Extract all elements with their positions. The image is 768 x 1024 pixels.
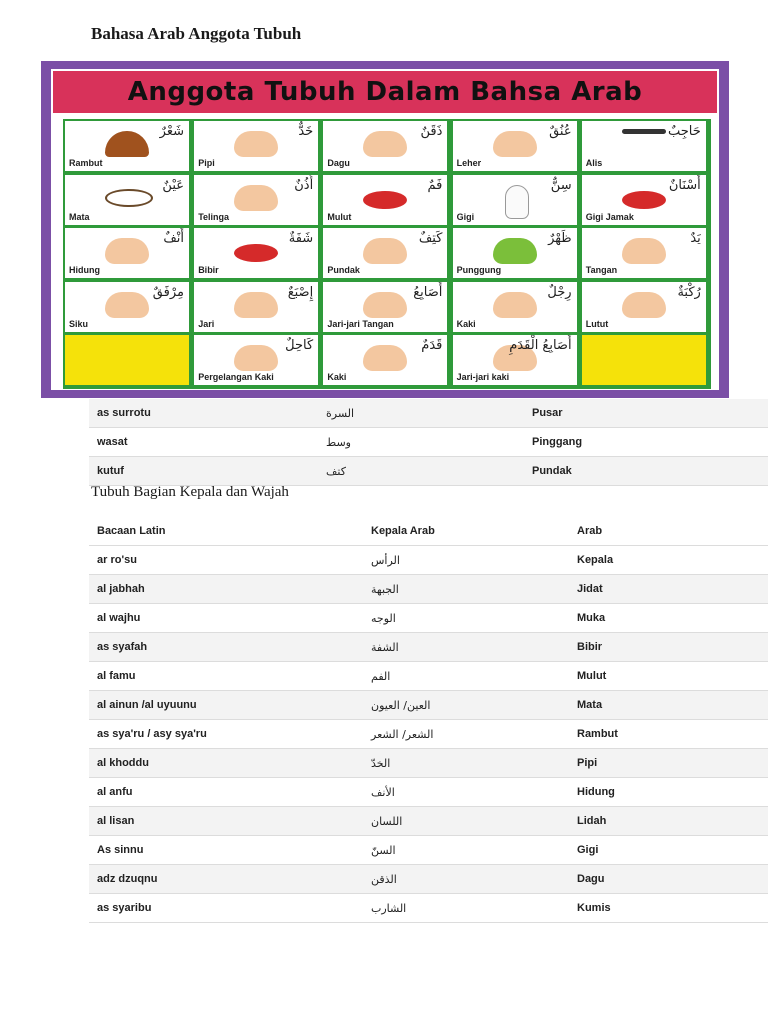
poster-cell [323, 121, 447, 171]
poster-cell [194, 282, 318, 332]
cell-arabic: أَصَابِعُ الْقَدَمِ [509, 338, 572, 354]
cell-latin: as sya'ru / asy sya'ru [89, 720, 363, 749]
cell-latin: Bibir [198, 265, 219, 276]
table-row [89, 575, 768, 604]
cell-arabic: إِصْبَعٌ [287, 284, 314, 300]
cell-arabic: رُكْبَةٌ [677, 284, 701, 300]
table-row [89, 399, 768, 428]
body-part-illustration [493, 131, 537, 157]
cell-arabic: قَدَمٌ [421, 338, 443, 354]
cell-arabic: عُنُقٌ [549, 124, 572, 139]
cell-arab: السنّ [363, 836, 569, 865]
poster-cell [65, 335, 189, 385]
cell-latin: al jabhah [89, 575, 363, 604]
body-part-illustration [363, 345, 407, 371]
cell-indo: Pundak [524, 457, 768, 486]
table-row [89, 546, 768, 575]
cell-latin: Alis [585, 158, 603, 168]
cell-latin: Mulut [327, 211, 352, 222]
poster-cell [65, 282, 189, 332]
cell-arabic: أَسْنَانٌ [668, 177, 701, 193]
poster-cell [194, 175, 318, 225]
table-row [89, 428, 768, 457]
poster-cell [194, 228, 318, 278]
body-part-illustration [363, 238, 407, 264]
cell-arab: كتف [318, 457, 524, 486]
cell-arab: الشارب [363, 894, 569, 923]
body-part-illustration [622, 292, 666, 318]
cell-arabic: خَدٌّ [298, 124, 314, 139]
table-row [89, 457, 768, 486]
cell-latin: as syaribu [89, 894, 363, 923]
cell-indo: Rambut [569, 720, 768, 749]
poster-grid [63, 119, 711, 389]
poster-cell [65, 121, 189, 171]
cell-latin: Rambut [69, 158, 103, 168]
poster-cell [453, 282, 577, 332]
cell-latin: Telinga [198, 211, 230, 222]
cell-latin: Siku [69, 318, 89, 329]
body-parts-table [89, 399, 768, 486]
body-part-illustration [622, 129, 666, 134]
cell-indo: Jidat [569, 575, 768, 604]
cell-indo: Kepala [569, 546, 768, 575]
cell-indo: Pinggang [524, 428, 768, 457]
cell-arabic: كَاحِلٌ [285, 338, 314, 354]
cell-indo: Kumis [569, 894, 768, 923]
cell-latin: Jari [198, 318, 215, 329]
cell-latin: wasat [89, 428, 318, 457]
cell-arabic: فَمٌ [427, 177, 443, 193]
cell-latin: ar ro'su [89, 546, 363, 575]
cell-latin: Kaki [327, 372, 347, 383]
cell-arabic: ظَهْرٌ [548, 231, 572, 247]
body-part-illustration [363, 131, 407, 157]
cell-latin: Hidung [69, 265, 100, 276]
poster-cell [453, 175, 577, 225]
cell-arab: الذقن [363, 865, 569, 894]
cell-latin: Gigi Jamak [585, 211, 634, 222]
body-part-illustration [234, 185, 278, 211]
cell-arab: اللسان [363, 807, 569, 836]
cell-arabic: حَاجِبٌ [667, 124, 701, 139]
cell-latin: Mata [69, 211, 90, 222]
cell-indo: Pusar [524, 399, 768, 428]
cell-indo: Muka [569, 604, 768, 633]
cell-arab: وسط [318, 428, 524, 457]
cell-latin: Lutut [585, 318, 609, 329]
cell-latin: as syafah [89, 633, 363, 662]
poster-inner [51, 69, 719, 390]
poster-cell [194, 121, 318, 171]
cell-latin: as surrotu [89, 399, 318, 428]
cell-latin: kutuf [89, 457, 318, 486]
poster-cell [323, 175, 447, 225]
cell-indo: Mata [569, 691, 768, 720]
cell-indo: Pipi [569, 749, 768, 778]
poster-cell [582, 282, 706, 332]
body-part-illustration [234, 131, 278, 157]
cell-arab: العين/ العيون [363, 691, 569, 720]
body-part-illustration [105, 292, 149, 318]
poster-cell [582, 228, 706, 278]
cell-latin: Jari-jari kaki [456, 372, 510, 383]
poster-cell [323, 228, 447, 278]
body-part-illustration [105, 238, 149, 264]
cell-indo: Hidung [569, 778, 768, 807]
body-part-illustration [493, 292, 537, 318]
cell-arabic: أَصَابِعُ [413, 284, 443, 300]
body-part-illustration [363, 191, 407, 209]
poster-cell [582, 335, 706, 385]
table-row [89, 894, 768, 923]
cell-arabic: شَفَةٌ [288, 231, 314, 247]
cell-arabic: سِنٌّ [550, 177, 572, 193]
table-row [89, 720, 768, 749]
cell-arab: الفم [363, 662, 569, 691]
header-indo: Arab [569, 517, 768, 546]
cell-indo: Lidah [569, 807, 768, 836]
cell-arabic: أَنْفٌ [163, 231, 184, 247]
poster-cell [453, 228, 577, 278]
body-part-illustration [622, 238, 666, 264]
body-part-illustration [234, 244, 278, 262]
poster-cell [582, 121, 706, 171]
poster-image [41, 61, 729, 398]
cell-latin: Pundak [327, 265, 360, 276]
body-part-illustration [363, 292, 407, 318]
cell-arab: الوجه [363, 604, 569, 633]
cell-indo: Gigi [569, 836, 768, 865]
table-row [89, 865, 768, 894]
table-row [89, 662, 768, 691]
table-row [89, 836, 768, 865]
page-heading: Bahasa Arab Anggota Tubuh [91, 24, 302, 43]
poster-cell [323, 335, 447, 385]
cell-latin: al anfu [89, 778, 363, 807]
section-heading: Tubuh Bagian Kepala dan Wajah [91, 484, 289, 500]
cell-arabic: عَيْنٌ [162, 177, 184, 193]
body-part-illustration [105, 189, 153, 207]
header-latin: Bacaan Latin [89, 517, 363, 546]
table-row [89, 691, 768, 720]
body-part-illustration [234, 292, 278, 318]
cell-arab: السرة [318, 399, 524, 428]
poster-cell [453, 335, 577, 385]
cell-latin: al khoddu [89, 749, 363, 778]
cell-latin: al lisan [89, 807, 363, 836]
body-part-illustration [505, 185, 529, 219]
cell-arabic: رِجْلٌ [547, 284, 572, 300]
cell-indo: Mulut [569, 662, 768, 691]
cell-arabic: مِرْفَقٌ [152, 284, 184, 300]
cell-latin: Punggung [456, 265, 502, 276]
cell-latin: Dagu [327, 158, 350, 168]
cell-latin: Pipi [198, 158, 215, 168]
cell-latin: al famu [89, 662, 363, 691]
cell-arab: الأنف [363, 778, 569, 807]
table-row [89, 778, 768, 807]
cell-latin: al wajhu [89, 604, 363, 633]
head-face-table [89, 517, 768, 923]
poster-cell [453, 121, 577, 171]
poster-cell [65, 175, 189, 225]
cell-arabic: ذَقَنٌ [420, 124, 443, 139]
cell-arab: الشعر/ الشعر [363, 720, 569, 749]
cell-arab: الشفة [363, 633, 569, 662]
cell-arabic: يَدٌ [690, 231, 701, 247]
cell-latin: adz dzuqnu [89, 865, 363, 894]
poster-cell [194, 335, 318, 385]
table-row [89, 749, 768, 778]
cell-latin: Tangan [585, 265, 618, 276]
table-row [89, 807, 768, 836]
cell-arabic: كَتِفٌ [418, 231, 443, 247]
cell-indo: Dagu [569, 865, 768, 894]
header-arab: Kepala Arab [363, 517, 569, 546]
body-part-illustration [493, 238, 537, 264]
cell-arab: الخدّ [363, 749, 569, 778]
cell-arabic: شَعْرٌ [159, 124, 184, 139]
cell-latin: As sinnu [89, 836, 363, 865]
poster-cell [65, 228, 189, 278]
cell-latin: al ainun /al uyuunu [89, 691, 363, 720]
table-row [89, 604, 768, 633]
cell-indo: Bibir [569, 633, 768, 662]
body-part-illustration [105, 131, 149, 157]
poster-title: Anggota Tubuh Dalam Bahsa Arab [53, 71, 717, 113]
cell-arab: الرأس [363, 546, 569, 575]
table-row [89, 633, 768, 662]
body-part-illustration [234, 345, 278, 371]
cell-arabic: أُذُنٌ [294, 177, 314, 193]
cell-latin: Kaki [456, 318, 476, 329]
cell-latin: Leher [456, 158, 482, 168]
table-header-row [89, 517, 768, 546]
cell-latin: Pergelangan Kaki [198, 372, 274, 383]
cell-latin: Jari-jari Tangan [327, 318, 394, 329]
poster-cell [323, 282, 447, 332]
poster-cell [582, 175, 706, 225]
cell-arab: الجبهة [363, 575, 569, 604]
body-part-illustration [622, 191, 666, 209]
cell-latin: Gigi [456, 211, 475, 222]
